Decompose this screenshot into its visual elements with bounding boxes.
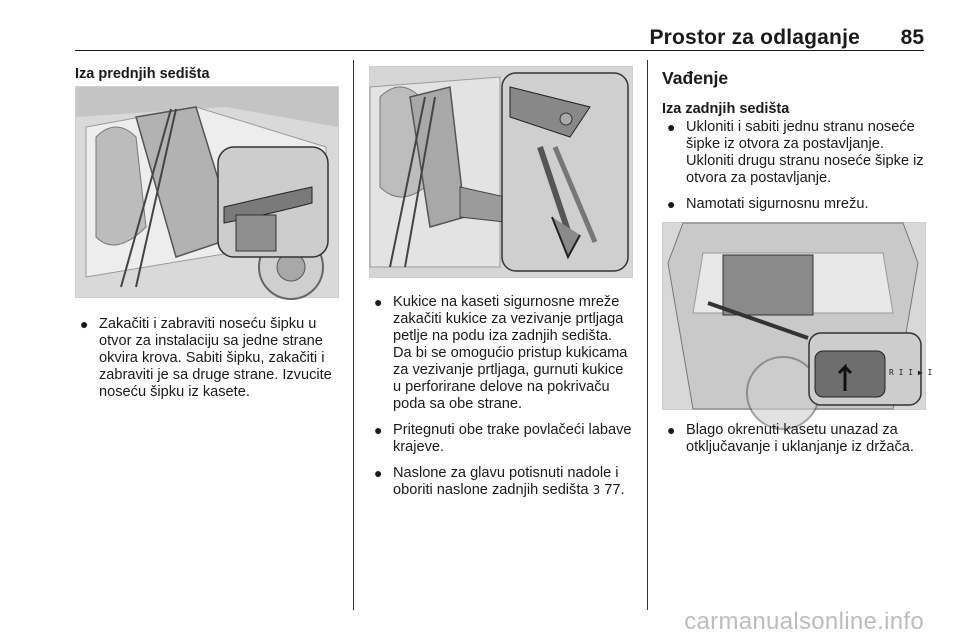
bullet-icon: ● (667, 119, 676, 135)
bullet-list (369, 294, 633, 499)
column-1 (75, 60, 339, 410)
bullet-icon: ● (667, 422, 676, 438)
bullet-icon: ● (374, 465, 383, 481)
bullet-icon: ● (374, 294, 383, 310)
figure-front-seat-net-bar (75, 86, 339, 298)
bullet-icon: ● (374, 422, 383, 438)
page-header (75, 22, 924, 51)
watermark: carmanualsonline.info (684, 608, 924, 635)
column-3 (662, 60, 933, 465)
column-divider (353, 60, 354, 610)
bullet-list (662, 119, 926, 213)
list-item: ● Kukice na kaseti sigurnosne mreže zakačiti kukice za vezivanje prtljaga petlje na podu iza zadnjih sedišta. Da bi se omogućio pristup kukicama za vezivanje prtljaga, gurnuti kukice u perforirane delove na pokrivaču poda sa obe strane. (374, 294, 628, 412)
cross-reference-icon: 3 (592, 483, 601, 497)
subheading-behind-front-seats: Iza prednjih sedišta (75, 66, 210, 82)
list-item: ● Namotati sigurnosnu mrežu. (667, 196, 869, 212)
figure-label: R I I ▶ I (889, 368, 933, 377)
bullet-list (75, 316, 339, 401)
page-title: Prostor za odlaganje (649, 26, 860, 49)
bullet-icon: ● (80, 316, 89, 332)
bullet-icon: ● (667, 196, 676, 212)
list-item: ● Blago okrenuti kasetu unazad za otključavanje i uklanjanje iz držača. (667, 422, 914, 455)
bullet-list (662, 422, 926, 456)
figure-cassette-removal (662, 222, 933, 410)
column-2 (369, 60, 633, 508)
subheading-behind-rear-seats: Iza zadnjih sedišta (662, 101, 790, 117)
page-number: 85 (900, 26, 924, 49)
list-item: ● Ukloniti i sabiti jednu stranu noseće šipke iz otvora za postavljanje. Ukloniti drugu stranu noseće šipke iz otvora za postavljanje. (667, 119, 924, 186)
list-item: ● Zakačiti i zabraviti nosеću šipku u otvor za instalaciju sa jedne strane okvira krova. Sabiti šipku, zakačiti i zabraviti je sa druge strane. Izvucite noseću šipku iz kasete. (80, 316, 332, 400)
list-item: ● Pritegnuti obe trake povlačeći labave krajeve. (374, 422, 632, 455)
column-divider (647, 60, 648, 610)
cross-reference-page[interactable]: 77. (604, 482, 625, 498)
list-item: ● Naslone za glavu potisnuti nadole i oboriti naslone zadnjih sedišta 3 77. (374, 465, 625, 498)
figure-luggage-hooks (369, 66, 633, 278)
section-heading-removal: Vađenje (662, 68, 729, 88)
